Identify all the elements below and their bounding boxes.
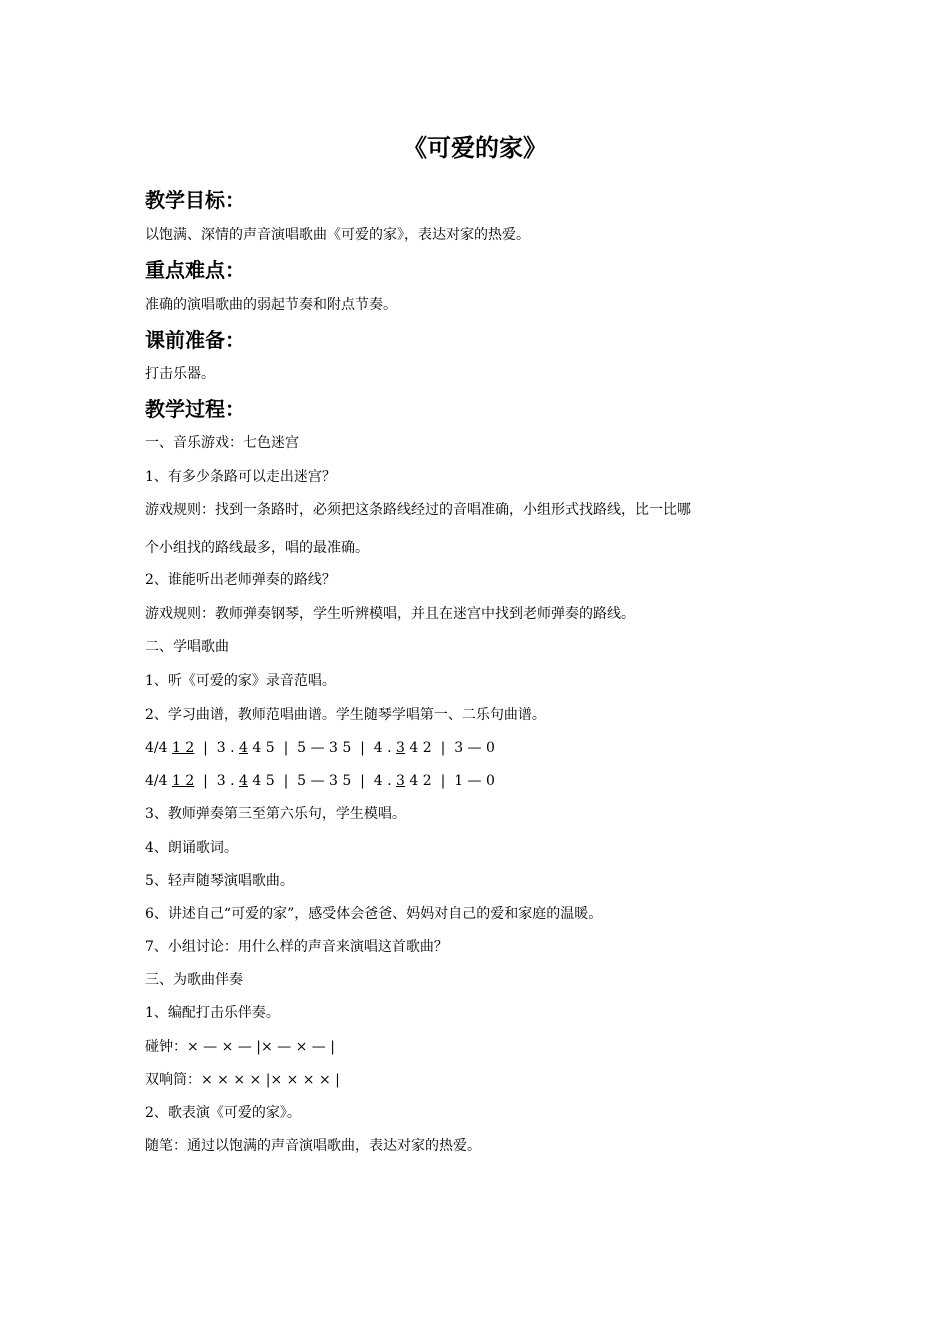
notes-segment: 4 5 | 5 — 3 5 | 4 . (247, 773, 397, 789)
notes-segment: 4 2 | 3 — 0 (404, 740, 495, 756)
pickup-notes: 1 2 (171, 773, 195, 789)
step-6: 6、讲述自己“可爱的家”，感受体会爸爸、妈妈对自己的爱和家庭的温暖。 (145, 906, 603, 922)
question-2: 2、谁能听出老师弹奏的路线？ (145, 572, 336, 588)
step-7: 7、小组讨论：用什么样的声音来演唱这首歌曲？ (145, 939, 448, 955)
step-1: 1、听《可爱的家》录音范唱。 (145, 673, 336, 689)
underlined-note: 4 (239, 740, 248, 756)
game-rule-1-line2: 个小组找的路线最多，唱的最准确。 (145, 540, 369, 556)
underlined-note: 3 (396, 740, 405, 756)
objectives-heading: 教学目标： (145, 188, 245, 212)
pickup-notes: 1 2 (171, 740, 195, 756)
question-1: 1、有多少条路可以走出迷宫？ (145, 469, 336, 485)
meter: 4/4 (145, 773, 172, 789)
step-2: 2、学习曲谱，教师范唱曲谱。学生随琴学唱第一、二乐句曲谱。 (145, 707, 546, 723)
notes-segment: | 3 . (194, 740, 240, 756)
step-5: 5、轻声随琴演唱歌曲。 (145, 873, 294, 889)
meter: 4/4 (145, 740, 172, 756)
key-points-heading: 重点难点： (145, 258, 245, 282)
notation-line-1 (145, 738, 495, 758)
notes-segment: 4 5 | 5 — 3 5 | 4 . (247, 740, 397, 756)
cymbal-rhythm: 碰钟：× — × — |× — × — | (145, 1039, 335, 1055)
underlined-note: 3 (396, 773, 405, 789)
notes-text: 随笔：通过以饱满的声音演唱歌曲，表达对家的热爱。 (145, 1138, 481, 1154)
game-rule-1-line1: 游戏规则：找到一条路时，必须把这条路线经过的音唱准确，小组形式找路线，比一比哪 (145, 502, 691, 518)
process-heading: 教学过程： (145, 397, 245, 421)
step-3: 3、教师弹奏第三至第六乐句，学生模唱。 (145, 806, 406, 822)
preparation-text: 打击乐器。 (145, 366, 215, 382)
step-4: 4、朗诵歌词。 (145, 840, 238, 856)
notes-segment: | 3 . (194, 773, 240, 789)
part1-title: 一、音乐游戏：七色迷宫 (145, 435, 299, 451)
accompaniment-1: 1、编配打击乐伴奏。 (145, 1005, 280, 1021)
part3-title: 三、为歌曲伴奏 (145, 972, 243, 988)
preparation-heading: 课前准备： (145, 328, 245, 352)
page-title: 《可爱的家》 (403, 134, 547, 162)
woodblock-rhythm: 双响筒：× × × × |× × × × | (145, 1072, 340, 1088)
underlined-note: 4 (239, 773, 248, 789)
part2-title: 二、学唱歌曲 (145, 639, 229, 655)
objectives-text: 以饱满、深情的声音演唱歌曲《可爱的家》，表达对家的热爱。 (145, 227, 530, 243)
accompaniment-2: 2、歌表演《可爱的家》。 (145, 1105, 301, 1121)
notes-segment: 4 2 | 1 — 0 (404, 773, 495, 789)
game-rule-2: 游戏规则：教师弹奏钢琴，学生听辨模唱，并且在迷宫中找到老师弹奏的路线。 (145, 606, 635, 622)
notation-line-2 (145, 771, 495, 791)
key-points-text: 准确的演唱歌曲的弱起节奏和附点节奏。 (145, 297, 397, 313)
